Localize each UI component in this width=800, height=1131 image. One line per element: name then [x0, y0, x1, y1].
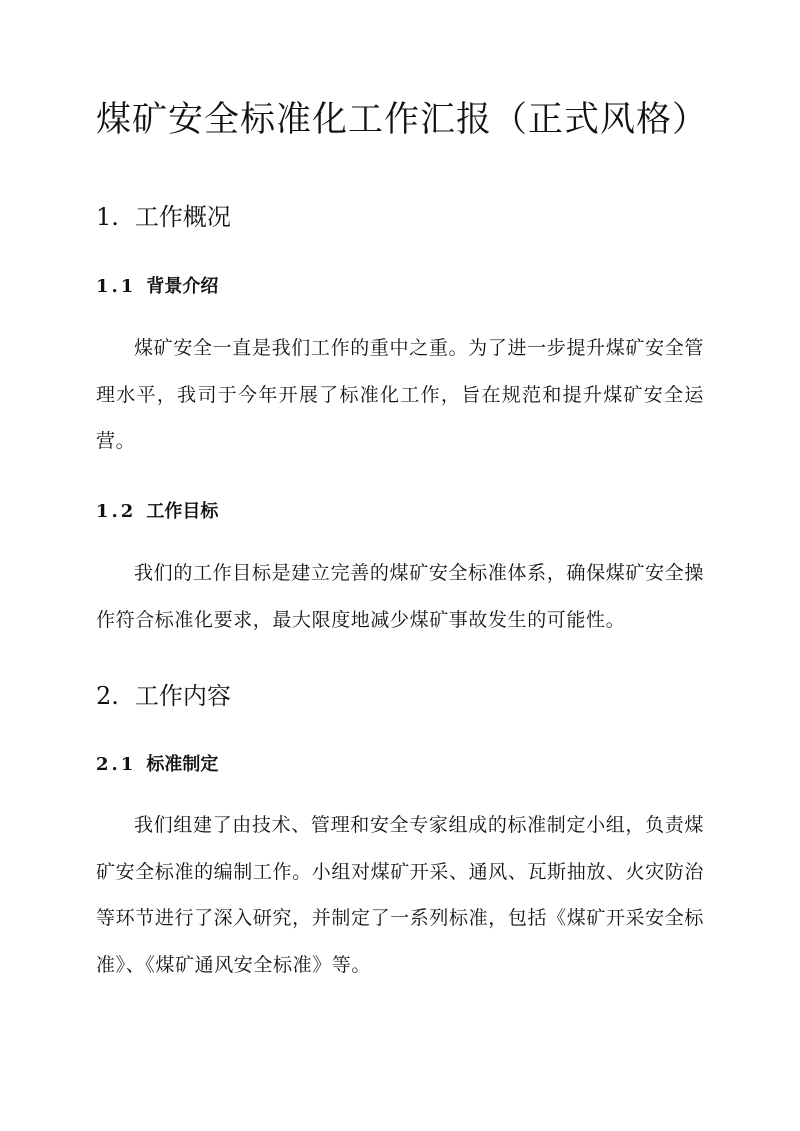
subsection-heading: [96, 272, 218, 298]
paragraph: 煤矿安全一直是我们工作的重中之重。为了进一步提升煤矿安全管理水平，我司于今年开展了标准化工作，旨在规范和提升煤矿安全运营。: [96, 337, 704, 452]
section-title: 工作内容: [134, 682, 231, 710]
subsection-number: 2.1: [96, 754, 137, 775]
paragraph: 我们的工作目标是建立完善的煤矿安全标准体系，确保煤矿安全操作符合标准化要求，最大限度地减少煤矿事故发生的可能性。: [96, 562, 704, 631]
document-title: 煤矿安全标准化工作汇报（正式风格）: [96, 100, 709, 140]
subsection-heading: [96, 750, 218, 776]
subsection-number: 1.2: [96, 501, 137, 522]
subsection-number: 1.1: [96, 276, 137, 297]
subsection-title: 背景介绍: [146, 276, 219, 297]
section-heading: [96, 676, 231, 711]
subsection-heading: [96, 497, 218, 523]
section-title: 工作概况: [134, 203, 231, 231]
paragraph: 我们组建了由技术、管理和安全专家组成的标准制定小组，负责煤矿安全标准的编制工作。小组对煤矿开采、通风、瓦斯抽放、火灾防治等环节进行了深入研究，并制定了一系列标准，包括《煤矿开采安全标准》、《煤矿通风安全标准》等。: [96, 814, 704, 976]
section-number: 2.: [96, 682, 119, 710]
section-heading: [96, 197, 231, 232]
subsection-title: 工作目标: [146, 501, 219, 522]
section-number: 1.: [96, 203, 119, 231]
subsection-title: 标准制定: [146, 754, 219, 775]
